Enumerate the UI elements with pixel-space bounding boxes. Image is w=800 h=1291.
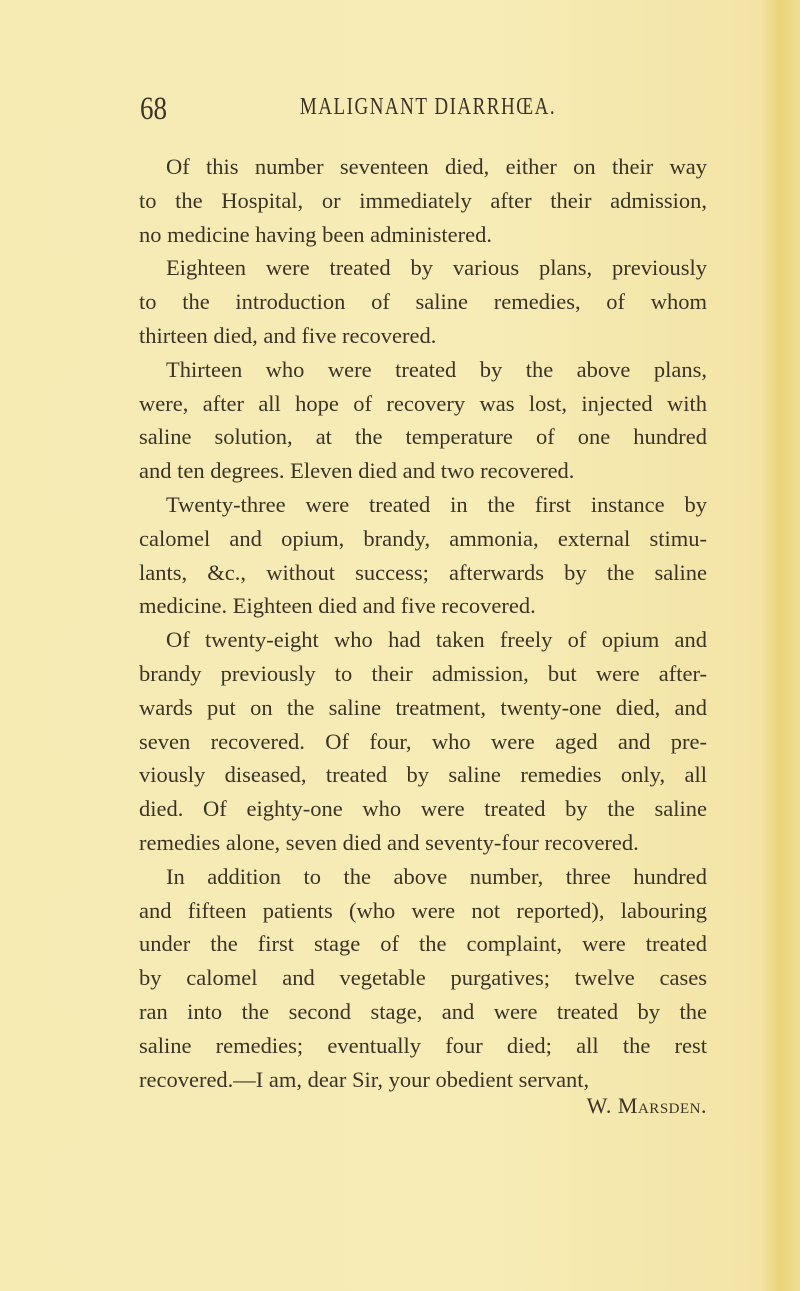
text-line: In addition to the above number, three hundred <box>166 863 707 889</box>
text-line: recovered.—I am, dear Sir, your obedient servant, <box>139 1066 590 1092</box>
text-line: medicine. Eighteen died and five recovered. <box>139 593 536 619</box>
text-line: calomel and opium, brandy, ammonia, external stimu- <box>139 525 707 551</box>
text-line: ran into the second stage, and were treated by the <box>139 998 707 1024</box>
text-line: wards put on the saline treatment, twenty-one died, and <box>139 694 707 720</box>
text-line: thirteen died, and five recovered. <box>139 322 437 348</box>
text-line: and fifteen patients (who were not reported), labouring <box>139 897 707 923</box>
text-line: seven recovered. Of four, who were aged and pre- <box>139 728 707 754</box>
text-line: Of twenty-eight who had taken freely of opium and <box>166 627 707 653</box>
text-line: brandy previously to their admission, but were after- <box>139 660 707 686</box>
body-text <box>139 150 707 1096</box>
text-line: and ten degrees. Eleven died and two recovered. <box>139 458 575 484</box>
running-head: MALIGNANT DIARRHŒA. <box>299 94 557 121</box>
text-line: lants, &c., without success; afterwards by the saline <box>139 559 707 585</box>
text-line: died. Of eighty-one who were treated by the saline <box>139 796 707 822</box>
text-line: Eighteen were treated by various plans, previously <box>166 255 707 281</box>
text-line: were, after all hope of recovery was lost, injected with <box>139 390 707 416</box>
text-line: saline solution, at the temperature of one hundred <box>139 424 707 450</box>
text-line: Twenty-three were treated in the first instance by <box>166 491 707 517</box>
text-line: no medicine having been administered. <box>139 221 493 247</box>
text-line: saline remedies; eventually four died; all the rest <box>139 1032 707 1058</box>
text-line: viously diseased, treated by saline remedies only, all <box>139 762 707 788</box>
page-number: 68 <box>140 90 167 126</box>
text-line: to the introduction of saline remedies, of whom <box>139 289 707 315</box>
signature: W. Marsden. <box>586 1093 707 1118</box>
text-line: by calomel and vegetable purgatives; twelve cases <box>139 965 707 991</box>
text-line: Thirteen who were treated by the above plans, <box>166 356 707 382</box>
text-line: remedies alone, seven died and seventy-four recovered. <box>139 829 639 855</box>
text-line: Of this number seventeen died, either on their way <box>166 154 707 179</box>
text-line: to the Hospital, or immediately after their admission, <box>139 187 707 213</box>
text-line: under the first stage of the complaint, were treated <box>139 931 707 957</box>
